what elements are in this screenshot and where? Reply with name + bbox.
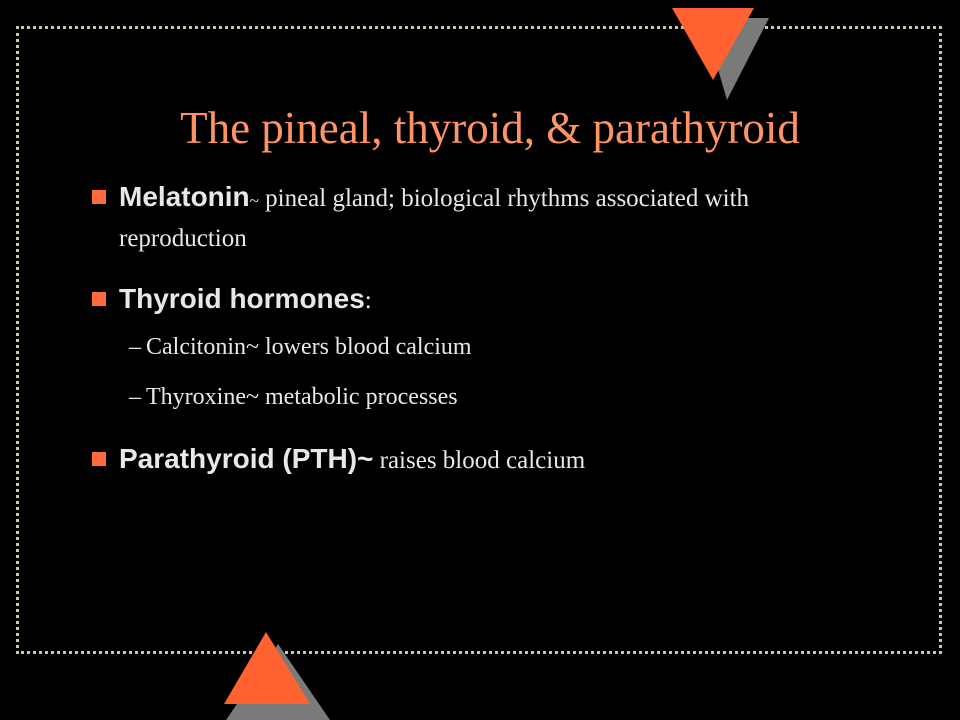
- bullet-melatonin: [92, 178, 872, 258]
- square-bullet-icon: [92, 292, 106, 306]
- subitem-text: Thyroxine~ metabolic processes: [146, 384, 458, 410]
- top-triangle-decoration: [665, 0, 775, 100]
- bullet-text: pineal gland; biological rhythms associated with reproduction: [119, 185, 750, 252]
- bullet-list: [92, 178, 872, 502]
- bottom-triangle-decoration: [220, 628, 335, 720]
- dash-marker: –: [129, 384, 141, 410]
- bullet-text: raises blood calcium: [373, 447, 586, 474]
- bullet-separator: :: [364, 287, 372, 314]
- bullet-parathyroid: [92, 440, 872, 480]
- bullet-thyroid-hormones: [92, 280, 872, 320]
- bullet-term: Parathyroid (PTH)~: [119, 443, 374, 474]
- subitem-text: Calcitonin~ lowers blood calcium: [146, 334, 472, 360]
- subitem-calcitonin: [92, 330, 872, 364]
- thyroid-subitems: [92, 330, 872, 414]
- orange-triangle: [224, 632, 310, 704]
- slide-title: The pineal, thyroid, & parathyroid: [180, 103, 800, 153]
- subitem-thyroxine: [92, 380, 872, 414]
- bullet-separator: ~: [249, 191, 259, 210]
- square-bullet-icon: [92, 452, 106, 466]
- square-bullet-icon: [92, 190, 106, 204]
- dash-marker: –: [129, 334, 141, 360]
- bullet-term: Melatonin: [119, 181, 250, 212]
- bullet-term: Thyroid hormones: [119, 283, 365, 314]
